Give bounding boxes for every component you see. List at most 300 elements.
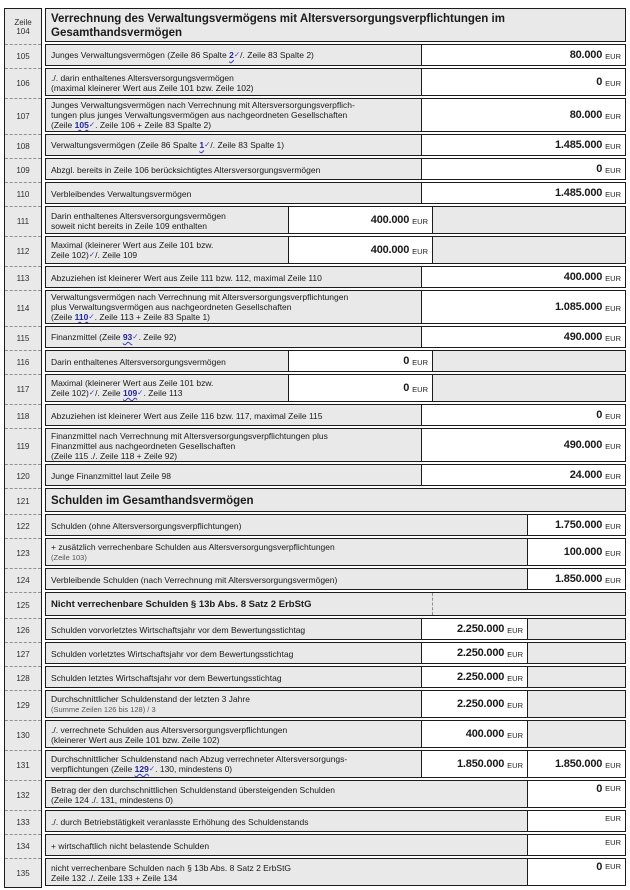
row-132 — [45, 780, 626, 808]
text-line — [51, 110, 417, 120]
text-line — [51, 704, 417, 715]
check-mark-icon: ✓ — [233, 50, 241, 59]
text-line — [51, 50, 417, 61]
row-number-108: 108 — [5, 135, 41, 159]
value-field-124[interactable] — [527, 569, 625, 589]
text-segment: Finanzmittel (Zeile — [51, 332, 123, 342]
value-field-134[interactable] — [527, 835, 625, 855]
row-115-text — [46, 327, 421, 347]
empty-cell — [527, 643, 625, 663]
empty-cell — [527, 691, 625, 717]
check-mark-icon: ✓ — [148, 764, 156, 773]
currency-label: EUR — [605, 471, 621, 481]
row-number-131: 131 — [5, 751, 41, 781]
text-segment: ./. verrechnete Schulden aus Altersversorgungsverpflichtungen — [51, 724, 288, 735]
amount-text: 2.250.000 — [457, 647, 505, 659]
row-107 — [45, 98, 626, 132]
text-segment: Maximal (kleinerer Wert aus Zeile 101 bzw. — [51, 378, 214, 388]
row-129-text — [46, 691, 421, 717]
value-field-133[interactable] — [527, 811, 625, 831]
value-field-135[interactable] — [527, 859, 625, 885]
row-113 — [45, 266, 626, 288]
text-segment: Betrag der den durchschnittlichen Schuldenstand übersteigenden Schulden — [51, 784, 336, 795]
text-segment: Schulden (ohne Altersversorgungsverpflichtungen) — [51, 520, 242, 531]
currency-label: EUR — [605, 78, 621, 88]
value-field-109[interactable] — [421, 159, 625, 179]
text-segment: (Zeile — [51, 120, 75, 130]
text-segment: (Zeile 103) — [51, 553, 87, 562]
check-mark-icon: ✓ — [132, 332, 139, 341]
value-field-108[interactable] — [421, 135, 625, 155]
check-mark-icon: ✓ — [88, 388, 96, 397]
text-segment: (kleinerer Wert aus Zeile 101 bzw. Zeile 102) — [51, 734, 220, 745]
text-segment: Maximal (kleinerer Wert aus Zeile 101 bzw. — [51, 240, 214, 250]
text-line — [51, 649, 417, 659]
text-segment: (Summe Zeilen 126 bis 128) / 3 — [51, 705, 156, 714]
text-segment: /. Zeile 83 Spalte 1) — [210, 140, 285, 150]
text-segment: Verwaltungsvermögen (Zeile 86 Spalte — [51, 140, 200, 150]
text-line — [51, 388, 284, 399]
amount-text: 1.485.000 — [555, 139, 603, 151]
value-field-110[interactable] — [421, 183, 625, 203]
amount-text: 0 — [596, 76, 603, 88]
row-111 — [45, 206, 626, 234]
line-reference-annotation: 105 — [74, 120, 89, 130]
row-114 — [45, 290, 626, 324]
row-126 — [45, 618, 626, 640]
row-133-text — [46, 811, 527, 831]
row-118-text — [46, 405, 421, 425]
currency-label: EUR — [605, 141, 621, 151]
text-segment: Junge Finanzmittel laut Zeile 98 — [51, 470, 172, 481]
row-122 — [45, 514, 626, 536]
row-number-124: 124 — [5, 569, 41, 593]
row-number-134: 134 — [5, 835, 41, 859]
row-number-120: 120 — [5, 465, 41, 489]
text-segment: (Zeile — [51, 312, 75, 322]
text-segment: Abzuziehen ist kleinerer Wert aus Zeile 111 bzw. 112, maximal Zeile 110 — [51, 272, 322, 283]
row-134-text — [46, 835, 527, 855]
row-121 — [45, 488, 626, 512]
line-reference-annotation: 2 — [229, 50, 234, 60]
zeile-header-label: Zeile — [14, 17, 32, 27]
row-number-125: 125 — [5, 593, 41, 619]
text-segment: Verrechnung des Verwaltungsvermögens mit Altersversorgungsverpflichtungen im — [51, 12, 505, 25]
row-number-118: 118 — [5, 405, 41, 429]
row-number-119: 119 — [5, 429, 41, 465]
text-segment: Verwaltungsvermögen nach Verrechnung mit Altersversorgungsverpflichtungen — [51, 292, 349, 302]
row-125-text — [46, 593, 432, 615]
amount-text: 1.085.000 — [555, 301, 603, 313]
text-segment: ./. durch Betriebstätigkeit veranlasste Erhöhung des Schuldenstands — [51, 816, 309, 827]
row-number-129: 129 — [5, 691, 41, 721]
row-104 — [45, 8, 626, 42]
row-number-text: 104 — [16, 26, 30, 36]
amount-text: 24.000 — [569, 469, 603, 481]
currency-label: EUR — [507, 625, 523, 635]
zeile-column — [4, 8, 42, 888]
row-number-104 — [5, 9, 41, 45]
amount-text: 1.850.000 — [457, 758, 505, 770]
text-line — [51, 26, 621, 40]
value-field-131[interactable] — [421, 751, 527, 777]
text-segment: Schulden letztes Wirtschaftsjahr vor dem Bewertungsstichtag — [51, 672, 282, 683]
currency-label: EUR — [507, 730, 523, 740]
row-127-text — [46, 643, 421, 663]
currency-label: EUR — [507, 760, 523, 770]
text-segment: (Zeile 115 ./. Zeile 118 + Zeile 92) — [51, 450, 178, 461]
check-mark-icon: ✓ — [204, 140, 211, 149]
text-segment: Darin enthaltenes Altersversorgungsvermögen — [51, 356, 226, 367]
row-124-text — [46, 569, 527, 589]
row-number-126: 126 — [5, 619, 41, 643]
value-field-105[interactable] — [421, 45, 625, 65]
row-111-text — [46, 207, 288, 233]
row-133 — [45, 810, 626, 832]
text-segment: Schulden vorvorletztes Wirtschaftsjahr vor dem Bewertungsstichtag — [51, 624, 306, 635]
currency-label: EUR — [507, 700, 523, 710]
amount-text: 2.250.000 — [457, 623, 505, 635]
row-116 — [45, 350, 626, 372]
empty-cell — [432, 207, 625, 233]
text-line — [51, 312, 417, 323]
row-132-text — [46, 781, 527, 807]
text-segment: Nicht verrechenbare Schulden § 13b Abs. 8 Satz 2 ErbStG — [51, 598, 312, 610]
text-segment: . Zeile 92) — [138, 332, 177, 342]
row-117 — [45, 374, 626, 402]
text-line — [51, 625, 417, 635]
value-field-106[interactable] — [421, 69, 625, 95]
text-segment: Junges Verwaltungsvermögen (Zeile 86 Spalte — [51, 50, 230, 60]
currency-label: EUR — [605, 862, 621, 871]
text-line — [51, 725, 417, 735]
row-108 — [45, 134, 626, 156]
text-segment: (Zeile 124 ./. 131, mindestens 0) — [51, 794, 173, 805]
value-field-130[interactable] — [421, 721, 527, 747]
row-117-text — [46, 375, 288, 401]
text-line — [51, 240, 284, 250]
amount-text: 1.850.000 — [555, 758, 603, 770]
text-line — [51, 817, 523, 827]
text-line — [51, 795, 523, 805]
row-109-text — [46, 159, 421, 179]
check-mark-icon: ✓ — [137, 388, 144, 397]
text-line — [51, 73, 417, 83]
text-segment: /. Zeile — [95, 388, 123, 398]
amount-text: 1.850.000 — [555, 573, 603, 585]
text-line — [51, 378, 284, 388]
text-segment: Schulden im Gesamthandsvermögen — [51, 494, 254, 507]
form-table — [45, 8, 626, 886]
row-number-112: 112 — [5, 237, 41, 267]
amount-text: 490.000 — [563, 439, 603, 451]
row-number-113: 113 — [5, 267, 41, 291]
amount-text: 2.250.000 — [457, 698, 505, 710]
currency-label: EUR — [605, 189, 621, 199]
text-line — [51, 211, 284, 221]
amount-text: 0 — [596, 861, 603, 873]
currency-label: EUR — [605, 165, 621, 175]
empty-cell — [432, 593, 625, 615]
row-number-109: 109 — [5, 159, 41, 183]
amount-text: 400.000 — [465, 728, 505, 740]
text-segment: /. Zeile 83 Spalte 2) — [240, 50, 314, 60]
row-122-text — [46, 515, 527, 535]
value-field-129[interactable] — [421, 691, 527, 717]
value-field-126[interactable] — [421, 619, 527, 639]
amount-text: 80.000 — [569, 49, 603, 61]
text-line — [51, 863, 523, 873]
currency-label: EUR — [605, 333, 621, 343]
currency-label: EUR — [412, 246, 428, 256]
row-135-text — [46, 859, 527, 885]
currency-label: EUR — [412, 216, 428, 226]
value-field-131-total[interactable] — [527, 751, 625, 777]
amount-text: 0 — [403, 355, 410, 367]
text-segment: . Zeile 106 + Zeile 83 Spalte 2) — [95, 120, 212, 130]
text-segment: . 130, mindestens 0) — [155, 764, 233, 774]
row-128 — [45, 666, 626, 688]
text-segment: Durchschnittlicher Schuldenstand nach Abzug verrechneter Altersversorgungs- — [51, 754, 348, 764]
text-line — [51, 764, 417, 775]
row-129 — [45, 690, 626, 718]
currency-label: EUR — [605, 51, 621, 61]
row-number-127: 127 — [5, 643, 41, 667]
text-line — [51, 841, 523, 851]
row-106-text — [46, 69, 421, 95]
value-field-107[interactable] — [421, 99, 625, 131]
value-field-114[interactable] — [421, 291, 625, 323]
value-field-122[interactable] — [527, 515, 625, 535]
check-mark-icon: ✓ — [88, 312, 95, 321]
amount-text: 0 — [596, 163, 603, 175]
amount-text: 100.000 — [563, 546, 603, 558]
row-127 — [45, 642, 626, 664]
text-segment: . Zeile 113 + Zeile 83 Spalte 1) — [94, 312, 211, 322]
text-segment: Zeile 132 ./. Zeile 133 + Zeile 134 — [51, 872, 178, 883]
row-number-114: 114 — [5, 291, 41, 327]
currency-label: EUR — [605, 575, 621, 585]
text-segment: ./. darin enthaltenes Altersversorgungsvermögen — [51, 72, 234, 83]
text-segment: /. Zeile 109 — [95, 250, 138, 260]
currency-label: EUR — [605, 441, 621, 451]
text-line — [51, 140, 417, 151]
row-108-text — [46, 135, 421, 155]
text-line — [51, 451, 417, 461]
amount-text: 400.000 — [370, 214, 410, 226]
row-124 — [45, 568, 626, 590]
text-line — [51, 735, 417, 745]
value-field-111[interactable] — [288, 207, 432, 233]
currency-label: EUR — [605, 411, 621, 421]
text-segment: plus Verwaltungsvermögen aus nachgeordneten Gesellschaften — [51, 302, 292, 312]
amount-text: 400.000 — [563, 271, 603, 283]
text-segment: + zusätzlich verrechenbare Schulden aus Altersversorgungsverpflichtungen — [51, 542, 335, 552]
currency-label: EUR — [605, 784, 621, 793]
text-segment: Finanzmittel nach Verrechnung mit Altersversorgungsverpflichtungen plus — [51, 430, 328, 441]
amount-text: 1.750.000 — [555, 519, 603, 531]
value-field-113[interactable] — [421, 267, 625, 287]
text-line — [51, 332, 417, 343]
row-125 — [45, 592, 626, 616]
row-113-text — [46, 267, 421, 287]
row-116-text — [46, 351, 288, 371]
text-line — [51, 12, 621, 26]
text-line — [51, 441, 417, 451]
text-segment: + wirtschaftlich nicht belastende Schulden — [51, 840, 210, 851]
row-number-135: 135 — [16, 868, 30, 878]
text-line — [51, 494, 621, 508]
row-112 — [45, 236, 626, 264]
currency-label: EUR — [605, 303, 621, 313]
text-segment: Finanzmittel aus nachgeordneten Gesellschaften — [51, 440, 236, 451]
row-130-text — [46, 721, 421, 747]
value-field-128[interactable] — [421, 667, 527, 687]
amount-text: 1.485.000 — [555, 187, 603, 199]
row-121-text — [46, 489, 625, 511]
check-mark-icon: ✓ — [88, 120, 96, 129]
text-line — [51, 250, 284, 261]
row-115 — [45, 326, 626, 348]
row-number-122: 122 — [5, 515, 41, 539]
text-segment: Zeile 102) — [51, 388, 89, 398]
value-field-132[interactable] — [527, 781, 625, 807]
row-119 — [45, 428, 626, 462]
currency-label: EUR — [605, 273, 621, 283]
currency-label: EUR — [605, 760, 621, 770]
text-line — [51, 165, 417, 175]
text-segment: . Zeile 113 — [143, 388, 183, 398]
empty-cell — [527, 667, 625, 687]
row-135 — [45, 858, 626, 886]
empty-cell — [432, 351, 625, 371]
value-field-116[interactable] — [288, 351, 432, 371]
text-line — [51, 694, 417, 704]
text-line — [51, 785, 523, 795]
text-line — [51, 221, 284, 231]
text-line — [51, 873, 523, 883]
amount-text: 2.250.000 — [457, 671, 505, 683]
text-segment: soweit nicht bereits in Zeile 109 enthalten — [51, 220, 207, 231]
currency-label: EUR — [605, 111, 621, 121]
value-field-123[interactable] — [527, 539, 625, 565]
row-126-text — [46, 619, 421, 639]
currency-label: EUR — [507, 649, 523, 659]
text-line — [51, 431, 417, 441]
text-segment: Junges Verwaltungsvermögen nach Verrechnung mit Altersversorgungsverpflich- — [51, 100, 355, 110]
text-line — [51, 673, 417, 683]
text-line — [51, 357, 284, 367]
row-120 — [45, 464, 626, 486]
row-number-117: 117 — [5, 375, 41, 405]
row-number-116: 116 — [5, 351, 41, 375]
row-119-text — [46, 429, 421, 461]
text-segment: nicht verrechenbare Schulden nach § 13b Abs. 8 Satz 2 ErbStG — [51, 862, 292, 873]
row-number-105: 105 — [5, 45, 41, 69]
text-line — [51, 471, 417, 481]
text-line — [51, 273, 417, 283]
text-segment: Gesamthandsvermögen — [51, 26, 183, 39]
line-reference-annotation: 110 — [74, 312, 89, 322]
text-segment: Abzuziehen ist kleinerer Wert aus Zeile 116 bzw. 117, maximal Zeile 115 — [51, 410, 323, 421]
row-118 — [45, 404, 626, 426]
row-109 — [45, 158, 626, 180]
row-number-106: 106 — [5, 69, 41, 99]
text-line — [51, 189, 417, 199]
value-field-127[interactable] — [421, 643, 527, 663]
currency-label: EUR — [605, 548, 621, 558]
row-110-text — [46, 183, 421, 203]
row-107-text — [46, 99, 421, 131]
value-field-115[interactable] — [421, 327, 625, 347]
row-112-text — [46, 237, 288, 263]
row-number-111: 111 — [5, 207, 41, 237]
row-number-110: 110 — [5, 183, 41, 207]
currency-label: EUR — [605, 838, 621, 847]
value-field-112[interactable] — [288, 237, 432, 263]
amount-text: 0 — [403, 382, 410, 394]
text-line — [51, 302, 417, 312]
text-line — [51, 100, 417, 110]
text-line — [51, 521, 523, 531]
text-segment: Verbleibendes Verwaltungsvermögen — [51, 188, 192, 199]
empty-cell — [432, 237, 625, 263]
row-number-132: 132 — [5, 781, 41, 811]
value-field-119[interactable] — [421, 429, 625, 461]
text-line — [51, 120, 417, 131]
amount-text: 0 — [596, 409, 603, 421]
row-105 — [45, 44, 626, 66]
empty-cell — [432, 375, 625, 401]
text-segment: verpflichtungen (Zeile — [51, 764, 135, 774]
currency-label: EUR — [605, 521, 621, 531]
text-line — [51, 411, 417, 421]
text-segment: Verbleibende Schulden (nach Verrechnung mit Altersversorgungsvermögen) — [51, 574, 338, 585]
row-104-text — [46, 9, 625, 41]
value-field-120[interactable] — [421, 465, 625, 485]
line-reference-annotation: 109 — [122, 388, 138, 398]
empty-cell — [527, 721, 625, 747]
row-120-text — [46, 465, 421, 485]
text-segment: Darin enthaltenes Altersversorgungsvermögen — [51, 210, 226, 221]
text-line — [51, 292, 417, 302]
line-reference-annotation: 93 — [122, 332, 133, 342]
row-number-123: 123 — [5, 539, 41, 569]
currency-label: EUR — [605, 814, 621, 823]
row-number-107: 107 — [5, 99, 41, 135]
text-line — [51, 83, 417, 93]
text-segment: Zeile 102) — [51, 250, 89, 260]
text-line — [51, 552, 523, 563]
text-line — [51, 754, 417, 764]
amount-text: 400.000 — [370, 244, 410, 256]
row-114-text — [46, 291, 421, 323]
text-segment: tungen plus junges Verwaltungsvermögen aus nachgeordneten Gesellschaften — [51, 110, 348, 120]
value-field-117[interactable] — [288, 375, 432, 401]
row-134 — [45, 834, 626, 856]
line-reference-annotation: 1 — [199, 140, 205, 150]
row-number-115: 115 — [5, 327, 41, 351]
text-segment: Schulden vorletztes Wirtschaftsjahr vor dem Bewertungsstichtag — [51, 648, 294, 659]
text-line — [51, 600, 428, 610]
amount-text: 0 — [596, 783, 603, 795]
amount-text: 80.000 — [569, 109, 603, 121]
empty-cell — [527, 619, 625, 639]
amount-text: 490.000 — [563, 331, 603, 343]
value-field-118[interactable] — [421, 405, 625, 425]
text-segment: Durchschnittlicher Schuldenstand der letzten 3 Jahre — [51, 694, 250, 704]
row-number-133: 133 — [5, 811, 41, 835]
